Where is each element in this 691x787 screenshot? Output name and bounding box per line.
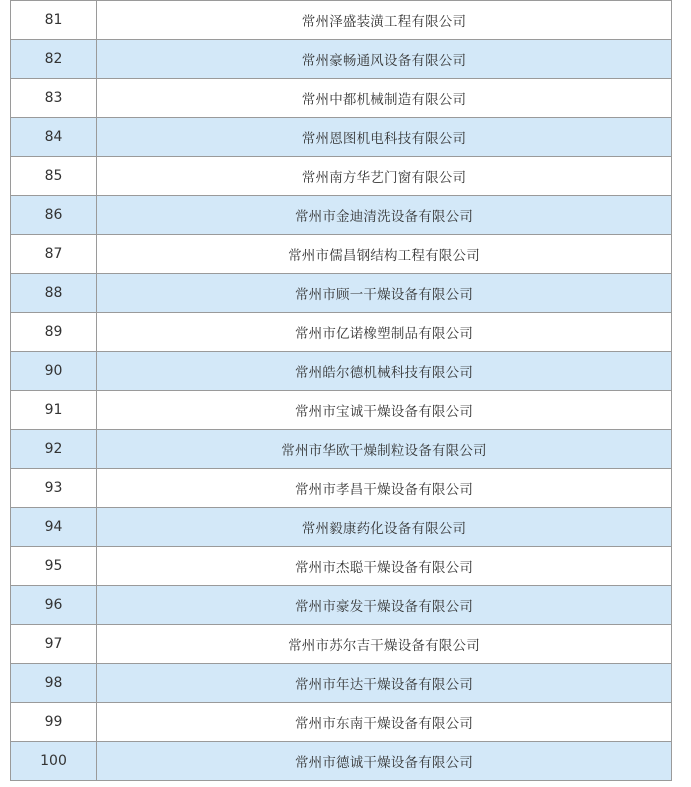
table-row [11, 118, 672, 157]
table-row [11, 547, 672, 586]
row-number: 86 [11, 196, 97, 235]
company-name: 常州皓尔德机械科技有限公司 [97, 352, 672, 391]
table-row [11, 196, 672, 235]
company-name: 常州中都机械制造有限公司 [97, 79, 672, 118]
table-row [11, 430, 672, 469]
table-row [11, 625, 672, 664]
company-name: 常州市苏尔吉干燥设备有限公司 [97, 625, 672, 664]
row-number: 92 [11, 430, 97, 469]
table-row [11, 742, 672, 781]
company-name: 常州市德诚干燥设备有限公司 [97, 742, 672, 781]
row-number: 98 [11, 664, 97, 703]
table-row [11, 157, 672, 196]
company-name: 常州市东南干燥设备有限公司 [97, 703, 672, 742]
row-number: 85 [11, 157, 97, 196]
row-number: 94 [11, 508, 97, 547]
table-row [11, 313, 672, 352]
company-name: 常州市顾一干燥设备有限公司 [97, 274, 672, 313]
company-table-body [11, 1, 672, 781]
row-number: 93 [11, 469, 97, 508]
row-number: 95 [11, 547, 97, 586]
row-number: 83 [11, 79, 97, 118]
company-table-container [10, 0, 681, 781]
company-name: 常州市亿诺橡塑制品有限公司 [97, 313, 672, 352]
table-row [11, 235, 672, 274]
table-row [11, 352, 672, 391]
company-table [10, 0, 672, 781]
row-number: 82 [11, 40, 97, 79]
company-name: 常州市华欧干燥制粒设备有限公司 [97, 430, 672, 469]
row-number: 89 [11, 313, 97, 352]
row-number: 88 [11, 274, 97, 313]
company-name: 常州市豪发干燥设备有限公司 [97, 586, 672, 625]
table-row [11, 469, 672, 508]
company-name: 常州豪畅通风设备有限公司 [97, 40, 672, 79]
table-row [11, 508, 672, 547]
row-number: 91 [11, 391, 97, 430]
company-name: 常州市金迪清洗设备有限公司 [97, 196, 672, 235]
company-name: 常州市孝昌干燥设备有限公司 [97, 469, 672, 508]
row-number: 84 [11, 118, 97, 157]
company-name: 常州市杰聪干燥设备有限公司 [97, 547, 672, 586]
table-row [11, 1, 672, 40]
row-number: 99 [11, 703, 97, 742]
company-name: 常州毅康药化设备有限公司 [97, 508, 672, 547]
table-row [11, 274, 672, 313]
table-row [11, 703, 672, 742]
company-name: 常州市年达干燥设备有限公司 [97, 664, 672, 703]
table-row [11, 79, 672, 118]
company-name: 常州市宝诚干燥设备有限公司 [97, 391, 672, 430]
table-row [11, 664, 672, 703]
row-number: 90 [11, 352, 97, 391]
company-name: 常州市儒昌钢结构工程有限公司 [97, 235, 672, 274]
table-row [11, 40, 672, 79]
company-name: 常州恩图机电科技有限公司 [97, 118, 672, 157]
row-number: 97 [11, 625, 97, 664]
row-number: 96 [11, 586, 97, 625]
row-number: 100 [11, 742, 97, 781]
table-row [11, 391, 672, 430]
table-row [11, 586, 672, 625]
company-name: 常州泽盛装潢工程有限公司 [97, 1, 672, 40]
row-number: 87 [11, 235, 97, 274]
company-name: 常州南方华艺门窗有限公司 [97, 157, 672, 196]
row-number: 81 [11, 1, 97, 40]
